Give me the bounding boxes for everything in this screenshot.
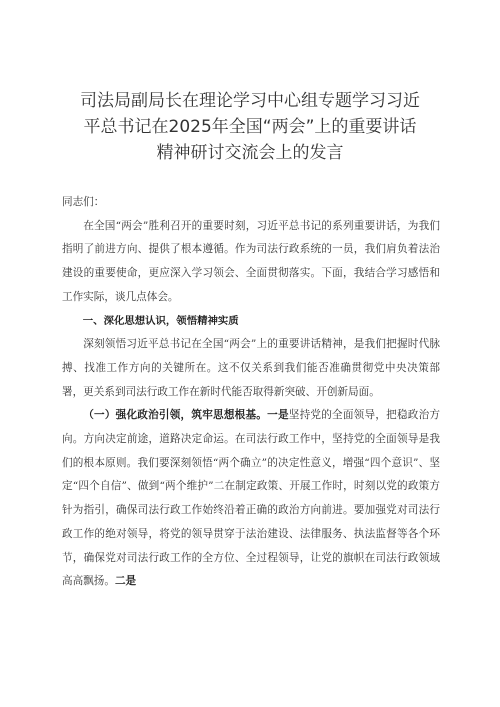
salutation: 同志们： [62,196,105,208]
point-two-label: 二是 [114,575,137,588]
subsection-1-paragraph [62,404,440,594]
subsection-1-body: 坚持党的全面领导，把稳政治方向。方向决定前途，道路决定命运。在司法行政工作中，坚持党的全面领导是我们的根本原则。我们要深刻领悟“两个确立”的决定性意义，增强“四个意识”、坚定“四个自信”、做到“两个维护”二在制定政策、开展工作时，时刻以党的政策方针为指引，确保司法行政工作始终沿着正确的政治方向前进。要加强党对司法行政工作的绝对领导，将党的领导贯穿于法治建设、法律服务、执法监督等各个环节，确保党对司法行政工作的全方位、全过程领导，让党的旗帜在司法行政领域高高飘扬。 [62,409,441,588]
section-1-paragraph: 深刻领悟习近平总书记在全国“两会”上的重要讲话精神，是我们把握时代脉搏、找准工作方向的关键所在。这不仅关系到我们能否准确贯彻党中央决策部署，更关系到司法行政工作在新时代能否取得新突破、开创新局面。 [62,338,440,398]
title-line-2: 平总书记在2025年全国“两会”上的重要讲话 [83,117,417,137]
point-one-label: 一是 [267,409,289,422]
intro-paragraph: 在全国“两会”胜利召开的重要时刻，习近平总书记的系列重要讲话，为我们指明了前进方向、提供了根本遵循。作为司法行政系统的一员，我们肩负着法治建设的重要使命，更应深入学习领会、全面贯彻落实。下面，我结合学习感悟和工作实际，谈几点体会。 [62,219,440,303]
subsection-1-heading: （一）强化政治引领，筑牢思想根基。 [83,409,268,422]
title-line-3: 精神研讨交流会上的发言 [156,143,344,163]
section-1-heading: 一、深化思想认识，领悟精神实质 [82,314,239,327]
title-line-1: 司法局副局长在理论学习中心组专题学习习近 [80,91,420,111]
document-body [62,191,440,594]
document-title [40,88,460,166]
